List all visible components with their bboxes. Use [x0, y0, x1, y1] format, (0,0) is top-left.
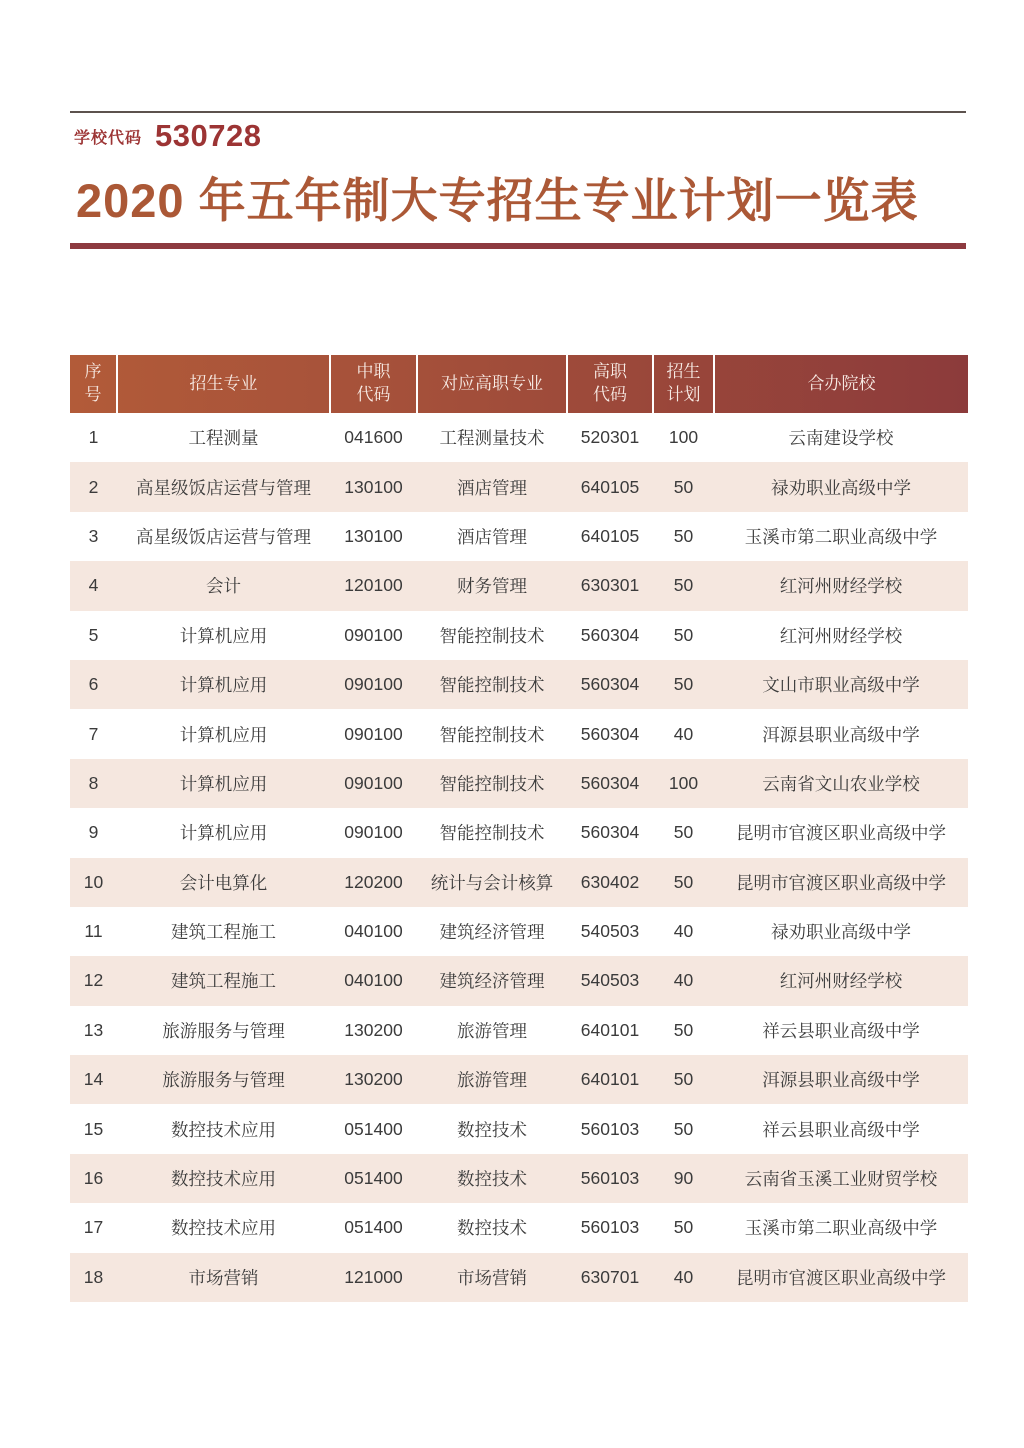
cell-major: 计算机应用	[179, 675, 268, 696]
top-divider	[70, 111, 966, 113]
cell-hv-major: 数控技术	[457, 1169, 527, 1190]
table-header	[70, 355, 968, 413]
cell-hv-code: 560304	[580, 723, 640, 744]
cell-mid-code: 130200	[344, 1019, 403, 1040]
cell-school: 祥云县职业高级中学	[762, 1020, 920, 1041]
cell-school: 文山市职业高级中学	[762, 675, 920, 696]
enrollment-plan-table	[70, 355, 968, 1302]
cell-hv-major: 智能控制技术	[439, 823, 545, 844]
cell-mid-code: 090100	[344, 723, 403, 744]
cell-hv-major: 智能控制技术	[439, 724, 545, 745]
cell-hv-major: 智能控制技术	[439, 773, 545, 794]
cell-hv-major: 数控技术	[457, 1218, 527, 1239]
cell-no: 15	[83, 1118, 104, 1139]
column-header-line: 号	[84, 385, 102, 404]
cell-major: 建筑工程施工	[171, 971, 276, 992]
cell-plan: 100	[668, 427, 699, 448]
column-header-hv-code	[567, 355, 653, 413]
cell-no: 1	[88, 427, 99, 448]
cell-major: 数控技术应用	[171, 1218, 276, 1239]
cell-no: 4	[88, 575, 99, 596]
cell-hv-code: 640105	[580, 476, 640, 497]
cell-major: 高星级饭店运营与管理	[136, 526, 311, 547]
column-header-line: 招生专业	[189, 373, 258, 393]
cell-school: 昆明市官渡区职业高级中学	[736, 823, 946, 844]
cell-mid-code: 120200	[344, 871, 403, 892]
school-code-label: 学校代码	[74, 129, 143, 147]
column-header-line: 合办院校	[807, 373, 876, 393]
column-header-line: 高职	[593, 362, 627, 382]
table-row	[70, 1203, 968, 1252]
cell-major: 市场营销	[188, 1267, 259, 1288]
cell-mid-code: 130200	[344, 1069, 403, 1090]
cell-school: 云南建设学校	[788, 428, 894, 449]
cell-hv-code: 640105	[580, 525, 640, 546]
table-row	[70, 413, 968, 462]
cell-hv-major: 酒店管理	[457, 477, 527, 498]
cell-hv-major: 数控技术	[457, 1119, 527, 1140]
cell-mid-code: 040100	[344, 921, 403, 942]
column-header-mid-code	[330, 355, 417, 413]
table-row	[70, 1154, 968, 1203]
cell-mid-code: 090100	[344, 674, 403, 695]
cell-hv-major: 建筑经济管理	[439, 971, 545, 992]
cell-school: 昆明市官渡区职业高级中学	[736, 872, 946, 893]
cell-major: 旅游服务与管理	[162, 1070, 285, 1091]
cell-major: 会计电算化	[179, 872, 268, 893]
cell-mid-code: 090100	[344, 822, 403, 843]
cell-no: 9	[88, 822, 99, 843]
table-row	[70, 907, 968, 956]
cell-school: 祥云县职业高级中学	[762, 1119, 920, 1140]
cell-mid-code: 051400	[344, 1118, 403, 1139]
cell-school: 洱源县职业高级中学	[762, 1070, 920, 1091]
cell-plan: 50	[673, 575, 694, 596]
cell-school: 洱源县职业高级中学	[762, 724, 920, 745]
table-body	[70, 413, 968, 1302]
cell-school: 禄劝职业高级中学	[771, 922, 911, 943]
cell-mid-code: 040100	[344, 970, 403, 991]
page-title: 2020 年五年制大专招生专业计划一览表	[76, 174, 919, 227]
cell-plan: 50	[673, 1217, 694, 1238]
cell-no: 12	[83, 970, 104, 991]
cell-no: 5	[88, 624, 99, 645]
cell-no: 14	[83, 1069, 104, 1090]
cell-hv-code: 560304	[580, 822, 640, 843]
table-row	[70, 956, 968, 1005]
cell-major: 工程测量	[188, 428, 259, 449]
cell-mid-code: 090100	[344, 772, 403, 793]
cell-plan: 90	[673, 1168, 694, 1189]
cell-plan: 50	[673, 674, 694, 695]
cell-major: 计算机应用	[179, 625, 268, 646]
table-row	[70, 1104, 968, 1153]
cell-mid-code: 130100	[344, 525, 403, 546]
cell-hv-code: 640101	[580, 1019, 640, 1040]
cell-plan: 50	[673, 1118, 694, 1139]
table-row	[70, 1006, 968, 1055]
title-underline	[70, 243, 966, 249]
table-row	[70, 462, 968, 511]
cell-hv-major: 酒店管理	[457, 526, 527, 547]
cell-plan: 40	[673, 1266, 694, 1287]
table-row	[70, 561, 968, 610]
cell-major: 计算机应用	[179, 724, 268, 745]
column-header-major	[117, 355, 330, 413]
cell-major: 数控技术应用	[171, 1169, 276, 1190]
cell-mid-code: 130100	[344, 476, 403, 497]
cell-hv-code: 560304	[580, 624, 640, 645]
cell-plan: 40	[673, 970, 694, 991]
cell-major: 会计	[206, 576, 241, 597]
cell-school: 玉溪市第二职业高级中学	[744, 526, 938, 547]
cell-no: 7	[88, 723, 99, 744]
cell-no: 6	[88, 674, 99, 695]
cell-hv-major: 统计与会计核算	[430, 872, 554, 893]
cell-major: 高星级饭店运营与管理	[136, 477, 311, 498]
cell-hv-major: 智能控制技术	[439, 675, 545, 696]
cell-no: 13	[83, 1019, 104, 1040]
cell-hv-code: 630701	[580, 1266, 640, 1287]
cell-school: 云南省文山农业学校	[762, 773, 920, 794]
cell-plan: 50	[673, 822, 694, 843]
cell-plan: 50	[673, 871, 694, 892]
cell-mid-code: 051400	[344, 1217, 403, 1238]
cell-hv-code: 560103	[580, 1217, 640, 1238]
cell-plan: 50	[673, 476, 694, 497]
cell-hv-code: 540503	[580, 970, 640, 991]
cell-mid-code: 120100	[344, 575, 403, 596]
table-row	[70, 1055, 968, 1104]
table-row	[70, 512, 968, 561]
cell-mid-code: 041600	[344, 427, 403, 448]
cell-school: 云南省玉溪工业财贸学校	[744, 1169, 938, 1190]
column-header-school	[714, 355, 968, 413]
cell-hv-major: 建筑经济管理	[439, 922, 545, 943]
column-header-line: 中职	[356, 362, 391, 382]
column-header-no	[70, 355, 117, 413]
cell-hv-code: 560103	[580, 1168, 640, 1189]
column-header-hv-major	[417, 355, 567, 413]
cell-hv-code: 560103	[580, 1118, 640, 1139]
table-row	[70, 759, 968, 808]
cell-plan: 50	[673, 1069, 694, 1090]
cell-major: 计算机应用	[179, 773, 268, 794]
cell-hv-major: 旅游管理	[457, 1070, 527, 1091]
table-row	[70, 808, 968, 857]
column-header-line: 计划	[666, 385, 701, 404]
cell-plan: 40	[673, 723, 694, 744]
cell-no: 8	[88, 772, 99, 793]
table-header-row	[70, 355, 968, 413]
cell-mid-code: 051400	[344, 1168, 403, 1189]
cell-hv-major: 财务管理	[457, 576, 527, 597]
cell-hv-code: 520301	[580, 427, 640, 448]
cell-hv-code: 560304	[580, 674, 640, 695]
cell-hv-major: 市场营销	[457, 1267, 527, 1288]
cell-hv-code: 640101	[580, 1069, 640, 1090]
cell-no: 17	[83, 1217, 104, 1238]
cell-mid-code: 121000	[344, 1266, 403, 1287]
cell-no: 3	[88, 525, 99, 546]
table-row	[70, 611, 968, 660]
column-header-line: 代码	[356, 385, 391, 404]
cell-hv-code: 560304	[580, 772, 640, 793]
cell-hv-code: 630301	[580, 575, 640, 596]
cell-major: 建筑工程施工	[171, 922, 276, 943]
cell-plan: 40	[673, 921, 694, 942]
column-header-plan	[653, 355, 714, 413]
cell-major: 计算机应用	[179, 823, 268, 844]
cell-school: 红河州财经学校	[779, 576, 903, 597]
cell-no: 2	[88, 476, 99, 497]
cell-hv-major: 旅游管理	[457, 1020, 527, 1041]
cell-school: 红河州财经学校	[779, 625, 903, 646]
column-header-line: 代码	[593, 385, 627, 404]
table-row	[70, 1253, 968, 1302]
cell-no: 10	[83, 871, 104, 892]
cell-major: 数控技术应用	[171, 1119, 276, 1140]
table-row	[70, 660, 968, 709]
cell-hv-major: 工程测量技术	[439, 428, 545, 449]
school-code-value: 530728	[155, 118, 262, 153]
cell-major: 旅游服务与管理	[162, 1020, 285, 1041]
column-header-line: 序	[84, 362, 102, 382]
cell-plan: 50	[673, 525, 694, 546]
school-code-row	[74, 120, 261, 152]
table-row	[70, 858, 968, 907]
enrollment-table-container	[70, 355, 968, 1302]
table-row	[70, 709, 968, 758]
cell-hv-code: 630402	[580, 871, 640, 892]
cell-no: 11	[84, 921, 103, 942]
cell-school: 昆明市官渡区职业高级中学	[736, 1267, 946, 1288]
cell-plan: 50	[673, 624, 694, 645]
cell-school: 玉溪市第二职业高级中学	[744, 1218, 938, 1239]
cell-plan: 100	[668, 772, 699, 793]
cell-mid-code: 090100	[344, 624, 403, 645]
cell-school: 禄劝职业高级中学	[771, 477, 911, 498]
cell-no: 18	[83, 1266, 104, 1287]
cell-school: 红河州财经学校	[779, 971, 903, 992]
cell-hv-code: 540503	[580, 921, 640, 942]
column-header-line: 招生	[666, 362, 701, 382]
cell-plan: 50	[673, 1019, 694, 1040]
cell-hv-major: 智能控制技术	[439, 625, 545, 646]
column-header-line: 对应高职专业	[441, 373, 543, 393]
cell-no: 16	[83, 1168, 104, 1189]
